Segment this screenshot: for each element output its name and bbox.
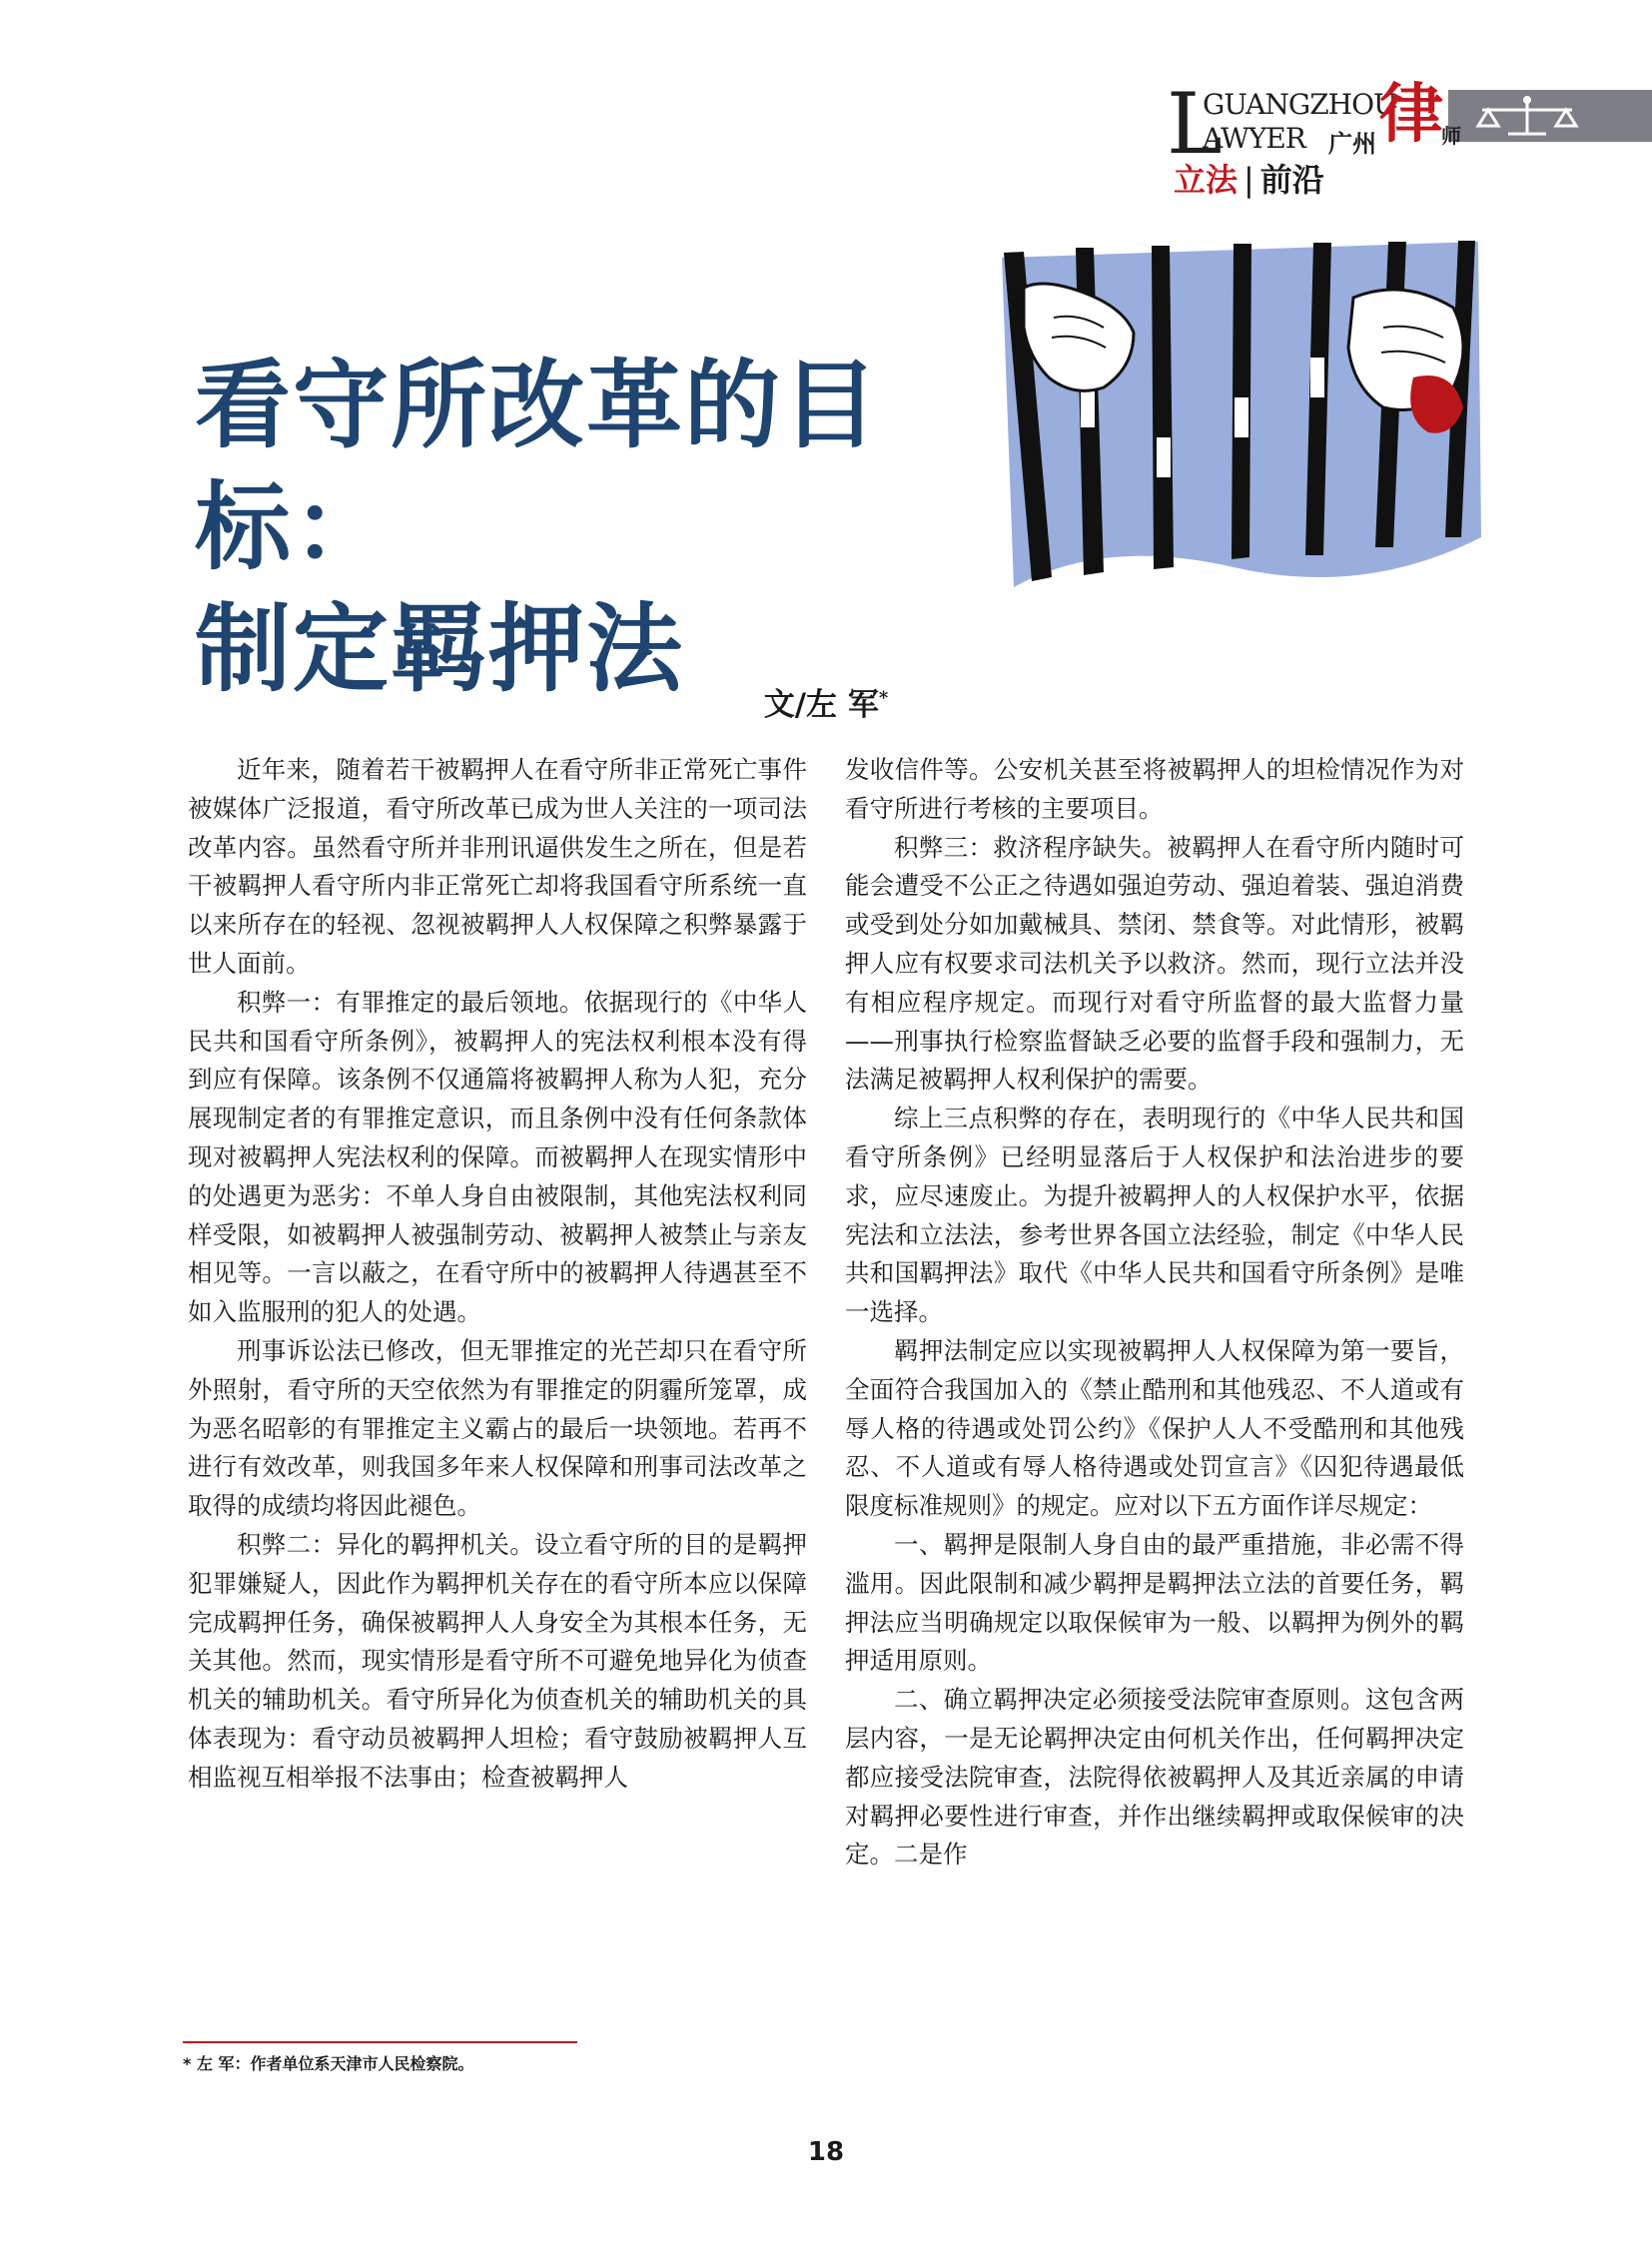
article-title-line2: 制定羁押法: [195, 593, 684, 705]
section-tag-frontier: 前沿: [1259, 161, 1324, 199]
body-paragraph: 近年来，随着若干被羁押人在看守所非正常死亡事件被媒体广泛报道，看守所改革已成为世人关注的一项司法改革内容。虽然看守所并非刑讯逼供发生之所在，但是若干被羁押人看守所内非正常死亡却将我国看守所系统一直以来所存在的轻视、忽视被羁押人人权保障之积弊暴露于世人面前。: [188, 755, 807, 978]
footnote-divider: [183, 2041, 577, 2043]
article-title-line1: 看守所改革的目标：: [195, 350, 880, 583]
masthead-initial: L: [1167, 75, 1223, 173]
masthead-shi: 师: [1441, 124, 1461, 148]
section-tag-separator: |: [1243, 161, 1254, 199]
body-paragraph: 积弊一：有罪推定的最后领地。依据现行的《中华人民共和国看守所条例》，被羁押人的宪法权利根本没有得到应有保障。该条例不仅通篇将被羁押人称为人犯，充分展现制定者的有罪推定意识，而且条例中没有任何条款体现对被羁押人宪法权利的保障。而被羁押人在现实情形中的处遇更为恶劣：不单人身自由被限制，其他宪法权利同样受限，如被羁押人被强制劳动、被羁押人被禁止与亲友相见等。一言以蔽之，在看守所中的被羁押人待遇甚至不如入监服刑的犯人的处遇。: [188, 987, 807, 1327]
section-tag: [1174, 155, 1324, 201]
prison-bars-hands-icon: [984, 238, 1488, 597]
scales-of-justice-icon: [1468, 94, 1588, 140]
byline-footnote-mark: *: [878, 687, 889, 709]
masthead-line1: GUANGZHOU: [1203, 88, 1396, 121]
masthead-cn: 广州: [1328, 130, 1376, 158]
body-column-right: [845, 751, 1464, 1874]
body-paragraph: 积弊二：异化的羁押机关。设立看守所的目的是羁押犯罪嫌疑人，因此作为羁押机关存在的看守所本应以保障完成羁押任务，确保被羁押人人身安全为其根本任务，无关其他。然而，现实情形是看守所不可避免地异化为侦查机关的辅助机关。看守所异化为侦查机关的辅助机关的具体表现为：看守动员被羁押人坦检；看守鼓励被羁押人互相监视互相举报不法事由；检查被羁押人: [188, 1529, 807, 1792]
body-paragraph: 二、确立羁押决定必须接受法院审查原则。这包含两层内容，一是无论羁押决定由何机关作出，任何羁押决定都应接受法院审查，法院得依被羁押人及其近亲属的申请对羁押必要性进行审查，并作出继续羁押或取保候审的决定。二是作: [845, 1685, 1464, 1869]
masthead-line2: AWYER: [1203, 122, 1305, 155]
article-title: [195, 345, 1014, 710]
body-paragraph: 一、羁押是限制人身自由的最严重措施，非必需不得滥用。因此限制和减少羁押是羁押法立法的首要任务，羁押法应当明确规定以取保候审为一般、以羁押为例外的羁押适用原则。: [845, 1529, 1464, 1676]
section-tag-legislation: 立法: [1174, 161, 1239, 199]
body-paragraph: 综上三点积弊的存在，表明现行的《中华人民共和国看守所条例》已经明显落后于人权保护和法治进步的要求，应尽速废止。为提升被羁押人的人权保护水平，依据宪法和立法法，参考世界各国立法经验，制定《中华人民共和国羁押法》取代《中华人民共和国看守所条例》是唯一选择。: [845, 1104, 1464, 1327]
byline: [0, 679, 1652, 724]
body-paragraph-continued: 发收信件等。公安机关甚至将被羁押人的坦检情况作为对看守所进行考核的主要项目。: [845, 755, 1464, 823]
page-number: 18: [807, 2137, 845, 2167]
footnote: * 左 军：作者单位系天津市人民检察院。: [183, 2054, 474, 2073]
body-paragraph: 羁押法制定应以实现被羁押人人权保障为第一要旨，全面符合我国加入的《禁止酷刑和其他残忍、不人道或有辱人格的待遇或处罚公约》《保护人人不受酷刑和其他残忍、不人道或有辱人格待遇或处罚宣言》《囚犯待遇最低限度标准规则》的规定。应对以下五方面作详尽规定：: [845, 1335, 1464, 1521]
body-paragraph: 积弊三：救济程序缺失。被羁押人在看守所内随时可能会遭受不公正之待遇如强迫劳动、强迫着装、强迫消费或受到处分如加戴械具、禁闭、禁食等。对此情形，被羁押人应有权要求司法机关予以救济。然而，现行立法并没有相应程序规定。而现行对看守所监督的最大监督力量——刑事执行检察监督缺乏必要的监督手段和强制力，无法满足被羁押人权利保护的需要。: [845, 832, 1464, 1095]
byline-author: 文/左 军: [763, 687, 879, 723]
masthead-lu: 律: [1379, 78, 1443, 152]
body-paragraph: 刑事诉讼法已修改，但无罪推定的光芒却只在看守所外照射，看守所的天空依然为有罪推定的阴霾所笼罩，成为恶名昭彰的有罪推定主义霸占的最后一块领地。若再不进行有效改革，则我国多年来人权保障和刑事司法改革之取得的成绩均将因此褪色。: [188, 1335, 807, 1521]
body-column-left: [188, 751, 807, 1798]
